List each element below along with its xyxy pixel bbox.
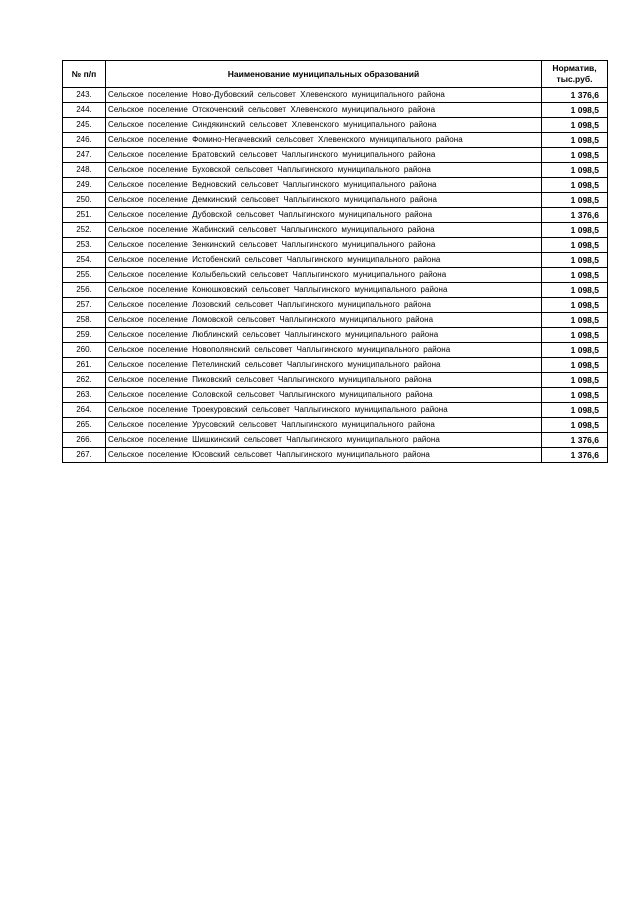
row-number: 252. <box>63 223 106 238</box>
row-name: Сельское поселение Ново-Дубовский сельсовет Хлевенского муниципального района <box>106 88 542 103</box>
row-name: Сельское поселение Лозовский сельсовет Чаплыгинского муниципального района <box>106 298 542 313</box>
table-row <box>63 268 608 283</box>
row-number: 260. <box>63 343 106 358</box>
table-row <box>63 193 608 208</box>
row-value: 1 098,5 <box>542 178 608 193</box>
row-value: 1 098,5 <box>542 103 608 118</box>
row-value: 1 376,6 <box>542 208 608 223</box>
row-value: 1 098,5 <box>542 283 608 298</box>
row-number: 251. <box>63 208 106 223</box>
table-row <box>63 418 608 433</box>
row-value: 1 098,5 <box>542 298 608 313</box>
row-name: Сельское поселение Жабинский сельсовет Чаплыгинского муниципального района <box>106 223 542 238</box>
row-name: Сельское поселение Отскоченский сельсовет Хлевенского муниципального района <box>106 103 542 118</box>
row-value: 1 376,6 <box>542 433 608 448</box>
row-value: 1 376,6 <box>542 448 608 463</box>
row-value: 1 098,5 <box>542 118 608 133</box>
table-header <box>63 61 608 88</box>
row-name: Сельское поселение Пиковский сельсовет Чаплыгинского муниципального района <box>106 373 542 388</box>
row-number: 256. <box>63 283 106 298</box>
row-name: Сельское поселение Юсовский сельсовет Чаплыгинского муниципального района <box>106 448 542 463</box>
table-row <box>63 133 608 148</box>
row-number: 244. <box>63 103 106 118</box>
table-row <box>63 148 608 163</box>
row-number: 255. <box>63 268 106 283</box>
row-value: 1 098,5 <box>542 268 608 283</box>
table-row <box>63 103 608 118</box>
row-value: 1 098,5 <box>542 253 608 268</box>
table-row <box>63 373 608 388</box>
row-value: 1 098,5 <box>542 328 608 343</box>
table-row <box>63 358 608 373</box>
row-name: Сельское поселение Соловской сельсовет Чаплыгинского муниципального района <box>106 388 542 403</box>
row-value: 1 098,5 <box>542 373 608 388</box>
row-name: Сельское поселение Новополянский сельсовет Чаплыгинского муниципального района <box>106 343 542 358</box>
row-name: Сельское поселение Колыбельский сельсовет Чаплыгинского муниципального района <box>106 268 542 283</box>
table-row <box>63 118 608 133</box>
row-name: Сельское поселение Истобенский сельсовет Чаплыгинского муниципального района <box>106 253 542 268</box>
header-value-line1: Норматив, <box>552 63 597 73</box>
table-row <box>63 298 608 313</box>
row-value: 1 098,5 <box>542 238 608 253</box>
table-row <box>63 388 608 403</box>
row-number: 267. <box>63 448 106 463</box>
norm-table <box>62 60 608 463</box>
header-name: Наименование муниципальных образований <box>106 61 542 88</box>
row-value: 1 098,5 <box>542 403 608 418</box>
table-row <box>63 433 608 448</box>
row-name: Сельское поселение Фомино-Негачевский сельсовет Хлевенского муниципального района <box>106 133 542 148</box>
row-number: 265. <box>63 418 106 433</box>
row-name: Сельское поселение Урусовский сельсовет Чаплыгинского муниципального района <box>106 418 542 433</box>
table-row <box>63 88 608 103</box>
row-name: Сельское поселение Ведновский сельсовет Чаплыгинского муниципального района <box>106 178 542 193</box>
header-row <box>63 61 608 88</box>
row-value: 1 098,5 <box>542 193 608 208</box>
row-name: Сельское поселение Люблинский сельсовет Чаплыгинского муниципального района <box>106 328 542 343</box>
row-value: 1 098,5 <box>542 358 608 373</box>
row-value: 1 098,5 <box>542 313 608 328</box>
row-value: 1 098,5 <box>542 388 608 403</box>
row-number: 258. <box>63 313 106 328</box>
row-value: 1 098,5 <box>542 223 608 238</box>
row-number: 266. <box>63 433 106 448</box>
row-number: 250. <box>63 193 106 208</box>
row-number: 249. <box>63 178 106 193</box>
row-number: 245. <box>63 118 106 133</box>
row-number: 263. <box>63 388 106 403</box>
table-row <box>63 283 608 298</box>
document-page <box>62 60 607 463</box>
row-name: Сельское поселение Конюшковский сельсовет Чаплыгинского муниципального района <box>106 283 542 298</box>
row-number: 248. <box>63 163 106 178</box>
row-name: Сельское поселение Дубовской сельсовет Чаплыгинского муниципального района <box>106 208 542 223</box>
row-value: 1 376,6 <box>542 88 608 103</box>
table-row <box>63 328 608 343</box>
table-row <box>63 313 608 328</box>
table-row <box>63 343 608 358</box>
row-name: Сельское поселение Синдякинский сельсовет Хлевенского муниципального района <box>106 118 542 133</box>
header-value-line2: тыс.руб. <box>556 74 593 84</box>
table-row <box>63 163 608 178</box>
row-number: 247. <box>63 148 106 163</box>
table-row <box>63 448 608 463</box>
row-number: 253. <box>63 238 106 253</box>
row-number: 246. <box>63 133 106 148</box>
header-num: № п/п <box>63 61 106 88</box>
table-row <box>63 178 608 193</box>
table-row <box>63 238 608 253</box>
row-number: 254. <box>63 253 106 268</box>
row-name: Сельское поселение Братовский сельсовет Чаплыгинского муниципального района <box>106 148 542 163</box>
row-number: 264. <box>63 403 106 418</box>
row-name: Сельское поселение Демкинский сельсовет Чаплыгинского муниципального района <box>106 193 542 208</box>
row-value: 1 098,5 <box>542 163 608 178</box>
row-name: Сельское поселение Шишкинский сельсовет Чаплыгинского муниципального района <box>106 433 542 448</box>
row-name: Сельское поселение Зенкинский сельсовет Чаплыгинского муниципального района <box>106 238 542 253</box>
header-value <box>542 61 608 88</box>
row-number: 243. <box>63 88 106 103</box>
row-value: 1 098,5 <box>542 418 608 433</box>
row-number: 259. <box>63 328 106 343</box>
table-row <box>63 223 608 238</box>
row-name: Сельское поселение Ломовской сельсовет Чаплыгинского муниципального района <box>106 313 542 328</box>
row-value: 1 098,5 <box>542 133 608 148</box>
row-value: 1 098,5 <box>542 148 608 163</box>
row-number: 257. <box>63 298 106 313</box>
table-row <box>63 253 608 268</box>
table-row <box>63 208 608 223</box>
row-name: Сельское поселение Троекуровский сельсовет Чаплыгинского муниципального района <box>106 403 542 418</box>
table-row <box>63 403 608 418</box>
row-number: 261. <box>63 358 106 373</box>
row-number: 262. <box>63 373 106 388</box>
row-name: Сельское поселение Буховской сельсовет Чаплыгинского муниципального района <box>106 163 542 178</box>
row-value: 1 098,5 <box>542 343 608 358</box>
row-name: Сельское поселение Петелинский сельсовет Чаплыгинского муниципального района <box>106 358 542 373</box>
table-body <box>63 88 608 463</box>
